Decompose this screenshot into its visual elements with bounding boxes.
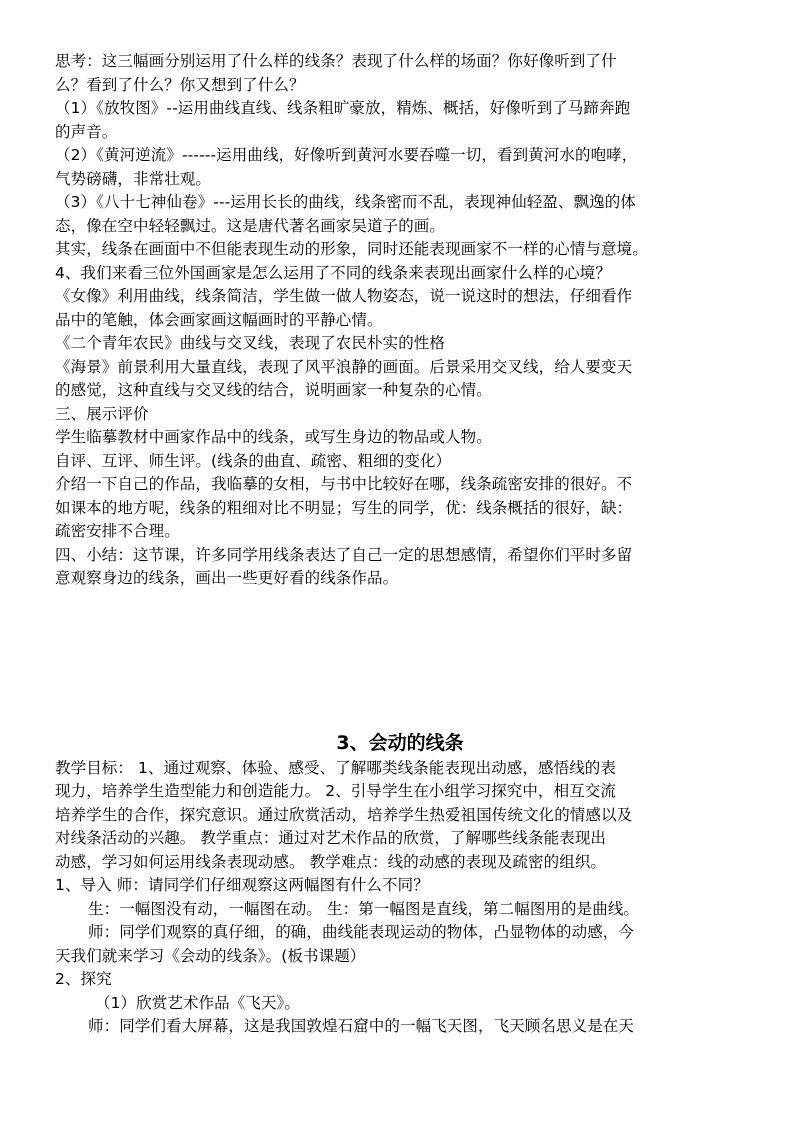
text-line: 思考：这三幅画分别运用了什么样的线条？表现了什么样的场面？你好像听到了什 [55,52,617,70]
text-line: 《二个青年农民》曲线与交叉线，表现了农民朴实的性格 [55,334,446,352]
text-line: 介绍一下自己的作品，我临摹的女相，与书中比较好在哪，线条疏密安排的很好。不 [55,475,633,493]
sub-item: （1）欣赏艺术作品《飞天》。 [95,993,301,1012]
text-line: 疏密安排不合理。 [55,522,180,540]
text-line: 学生临摹教材中画家作品中的线条，或写生身边的物品或人物。 [55,428,492,446]
section-two [55,729,745,1039]
text-line: 其实，线条在画面中不但能表现生动的形象，同时还能表现画家不一样的心情与意境。 [55,240,648,258]
lesson-title: 3、会动的线条 [336,731,464,754]
text-line: 4、我们来看三位外国画家是怎么运用了不同的线条来表现出画家什么样的心境？ [55,263,611,282]
text-line: 动感，学习如何运用线条表现动感。 教学难点：线的动感的表现及疏密的组织。 [55,852,607,871]
page-gap [55,591,745,729]
text-line: 品中的笔触，体会画家画这幅画时的平静心情。 [55,310,383,329]
text-line: 自评、互评、师生评。(线条的曲直、疏密、粗细的变化） [55,451,452,470]
text-line: 《女像》利用曲线，线条简洁，学生做一做人物姿态，说一说这时的想法，仔细看作 [55,287,633,305]
section-heading: 三、展示评价 [55,404,149,423]
text-line: 天我们就来学习《会动的线条》。(板书课题） [55,946,366,965]
text-line: 教学目标： 1、通过观察、体验、感受、了解哪类线条能表现出动感，感悟线的表 [55,758,616,777]
text-line-indented: 师：同学们看大屏幕，这是我国敦煌石窟中的一幅飞天图，飞天顾名思义是在天 [88,1017,635,1035]
text-line: 培养学生的合作，探究意识。通过欣赏活动，培养学生热爱祖国传统文化的情感以及 [55,805,633,824]
text-line: 《海景》前景利用大量直线，表现了风平浪静的画面。后景采用交叉线，给人要变天 [55,357,633,376]
text-line: 气势磅礴，非常壮观。 [55,169,212,188]
text-line: 1、导入 师：请同学们仔细观察这两幅图有什么不同？ [55,876,429,894]
text-line: 对线条活动的兴趣。 教学重点：通过对艺术作品的欣赏，了解哪些线条能表现出 [55,829,607,847]
text-line-indented: 生：一幅图没有动，一幅图在动。 生：第一幅图是直线，第二幅图用的是曲线。 [88,899,640,918]
text-line: 意观察身边的线条，画出一些更好看的线条作品。 [55,569,399,587]
text-line: 如课本的地方呢，线条的粗细对比不明显；写生的同学，优：线条概括的很好，缺： [55,498,633,517]
text-line: 态，像在空中轻轻飘过。这是唐代著名画家吴道子的画。 [55,216,446,235]
text-line: 的感觉，这种直线与交叉线的结合，说明画家一种复杂的心情。 [55,381,492,399]
text-line: 现力，培养学生造型能力和创造能力。 2、引导学生在小组学习探究中，相互交流 [55,782,616,800]
text-line: （3）《八十七神仙卷》---运用长长的曲线，线条密而不乱，表现神仙轻盈、飘逸的体 [55,193,636,211]
text-line: （1）《放牧图》--运用曲线直线、线条粗旷豪放，精炼、概括，好像听到了马蹄奔跑 [55,99,631,117]
section-one [55,50,745,591]
text-line-indented: 师：同学们观察的真仔细，的确，曲线能表现运动的物体，凸显物体的动感，今 [88,923,635,941]
document-page [55,50,745,1039]
text-line: 四、小结：这节课，许多同学用线条表达了自己一定的思想感情，希望你们平时多留 [55,545,633,564]
text-line: 么？看到了什么？你又想到了什么？ [55,75,305,94]
text-line: 的声音。 [55,122,118,141]
text-line: （2）《黄河逆流》------运用曲线，好像听到黄河水要吞噬一切，看到黄河水的咆哮， [55,146,638,164]
text-line: 2、探究 [55,970,112,988]
